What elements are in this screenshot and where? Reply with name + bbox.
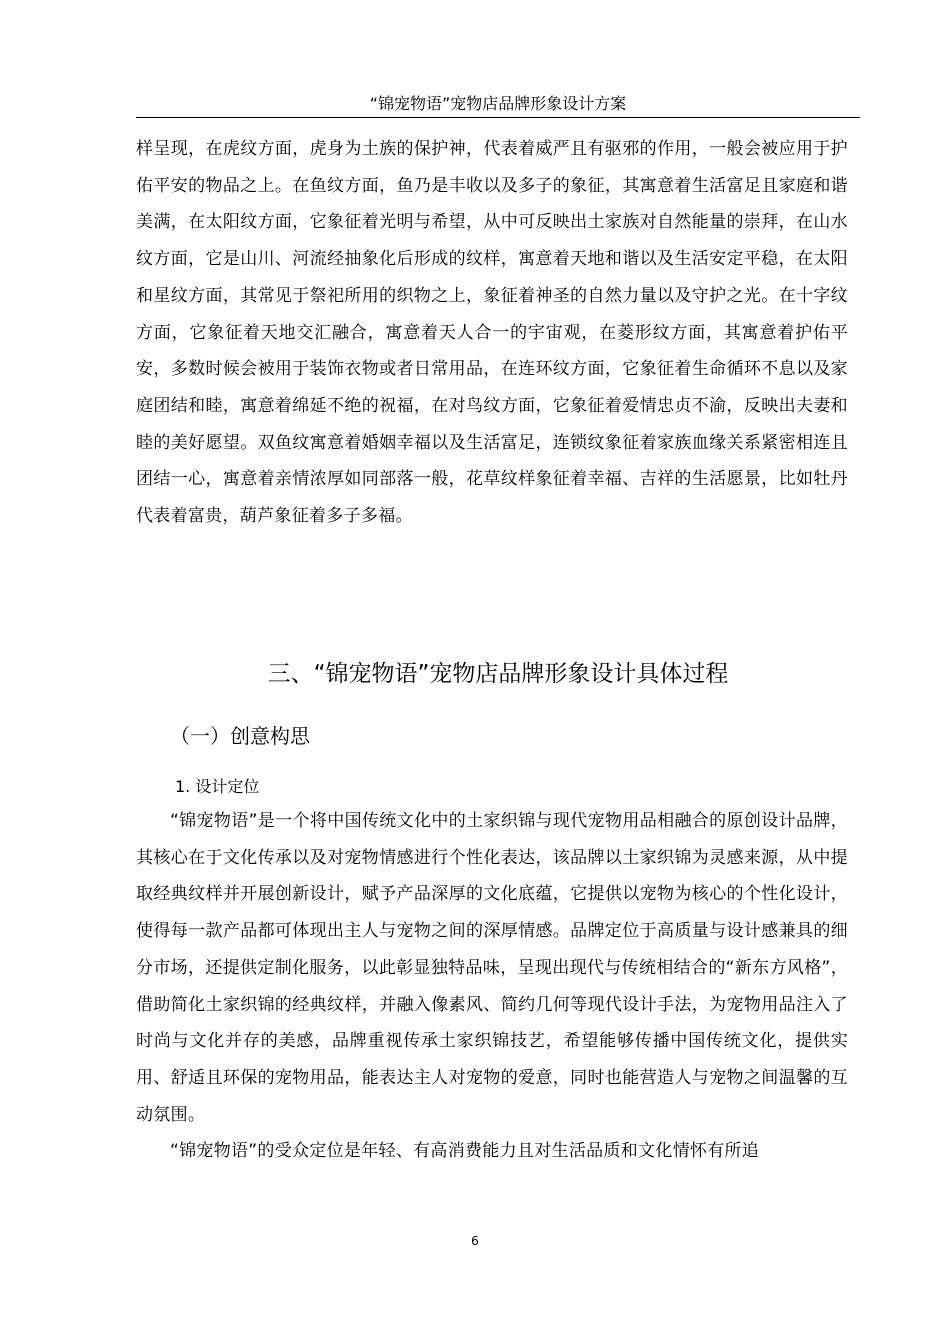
paragraph: “锦宠物语”是一个将中国传统文化中的土家织锦与现代宠物用品相融合的原创设计品牌，其核心在于文化传承以及对宠物情感进行个性化表达，该品牌以土家织锦为灵感来源，从中提取经典纹样并开展创新设计，赋予产品深厚的文化底蕴，它提供以宠物为核心的个性化设计，使得每一款产品都可体现出主人与宠物之间的深厚情感。品牌定位于高质量与设计感兼具的细分市场，还提供定制化服务，以此彰显独特品味，呈现出现代与传统相结合的“新东方风格”，借助简化土家织锦的经典纹样，并融入像素风、简约几何等现代设计手法，为宠物用品注入了时尚与文化并存的美感，品牌重视传承土家织锦技艺，希望能够传播中国传统文化，提供实用、舒适且环保的宠物用品，能表达主人对宠物的爱意，同时也能营造人与宠物之间温馨的互动氛围。	[136, 811, 848, 1125]
paragraph: “锦宠物语”的受众定位是年轻、有高消费能力且对生活品质和文化情怀有所追	[170, 1141, 760, 1162]
body-text-top	[136, 131, 848, 535]
running-header: “锦宠物语”宠物店品牌形象设计方案	[369, 94, 627, 113]
item-heading: 1. 设计定位	[175, 777, 260, 796]
paragraph: 样呈现，在虎纹方面，虎身为土族的保护神，代表着威严且有驱邪的作用，一般会被应用于护佑平安的物品之上。在鱼纹方面，鱼乃是丰收以及多子的象征，其寓意着生活富足且家庭和谐美满，在太阳纹方面，它象征着光明与希望，从中可反映出土家族对自然能量的崇拜，在山水纹方面，它是山川、河流经抽象化后形成的纹样，寓意着天地和谐以及生活安定平稳，在太阳和星纹方面，其常见于祭祀所用的织物之上，象征着神圣的自然力量以及守护之光。在十字纹方面，它象征着天地交汇融合，寓意着天人合一的宇宙观，在菱形纹方面，其寓意着护佑平安，多数时候会被用于装饰衣物或者日常用品，在连环纹方面，它象征着生命循环不息以及家庭团结和睦，寓意着绵延不绝的祝福，在对鸟纹方面，它象征着爱情忠贞不渝，反映出夫妻和睦的美好愿望。双鱼纹寓意着婚姻幸福以及生活富足，连锁纹象征着家族血缘关系紧密相连且团结一心，寓意着亲情浓厚如同部落一般，花草纹样象征着幸福、吉祥的生活愿景，比如牡丹代表着富贵，葫芦象征着多子多福。	[136, 139, 848, 527]
body-text-bottom	[136, 803, 848, 1170]
subsection-heading: （一）创意构思	[170, 724, 310, 748]
section-heading: 三、“锦宠物语”宠物店品牌形象设计具体过程	[267, 661, 729, 687]
header-rule	[136, 117, 860, 118]
page-number: 6	[471, 1234, 479, 1248]
